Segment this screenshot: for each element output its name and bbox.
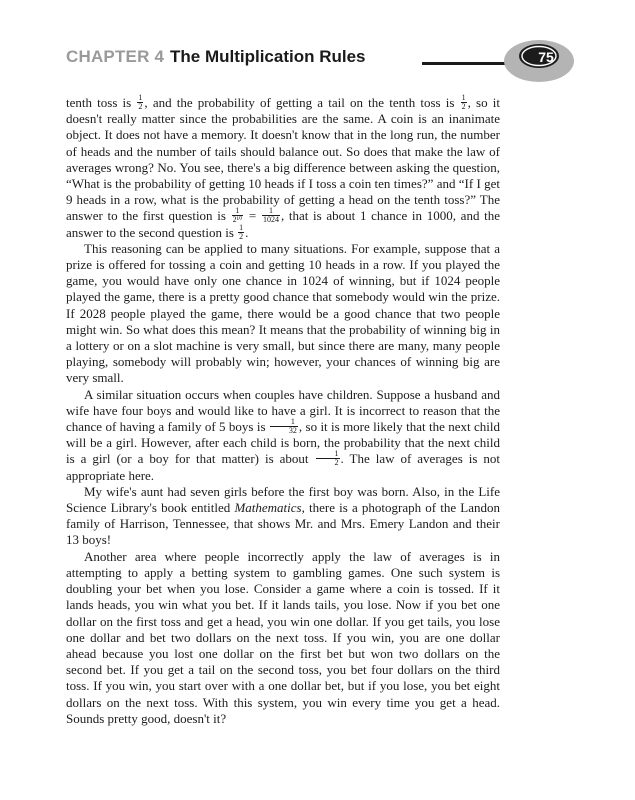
chapter-label: CHAPTER 4 — [66, 47, 165, 66]
fraction-one-half: $\frac{1}{2}$ — [316, 450, 340, 467]
paragraph-4: My wife's aunt had seven girls before the first boy was born. Also, in the Life Science Library's book entitled Mathematics, there is a photograph of the Landon family of Harrison, Tennessee, that shows Mr. and Mrs. Emery Landon and their 13 boys! — [66, 483, 501, 548]
page-header — [66, 44, 586, 84]
paragraph-2: This reasoning can be applied to many situations. For example, suppose that a prize is offered for tossing a coin and getting 10 heads in a row. If you played the game, you would have only one chance in 1024 of winning, but if 1024 people played the game, there is a pretty good chance that somebody would win the prize. If 2028 people played the game, there would be a good chance that two people might win. So what does this mean? It means that the probability of winning big in a lottery or on a slot machine is very small, but since there are many, many people playing, somebody will probably win; however, your chances of winning big are very small. — [66, 240, 500, 386]
book-title: Mathematics, — [234, 500, 305, 516]
fraction-one-over-1024: $\frac{1}{1024}$ — [262, 206, 279, 225]
fraction-one-over-2-to-10: $\frac{1}{\text{2¹⁰}}$ — [232, 206, 243, 225]
page-number: 75 — [538, 49, 554, 65]
paragraph-5: Another area where people incorrectly apply the law of averages is in attempting to apply a betting system to gambling games. One such system is doubling your bet when you lose. Consider a game where a coin is tossed. If it lands heads, you win what you bet. If it lands tails, you lose. Now if you bet one dollar on the first toss and get a head, you win one dollar. If you get tails, you lose one dollar and bet two dollars on the next toss. If you win, you are one dollar ahead because you lost one dollar on the first bet but won two dollars on the second bet. If you get a tail on the second toss, you bet four dollars on the third toss. If you win, you start over with a one dollar bet, but if you lose, you bet eight dollars on the next toss. With this system, you win every time you get a head. Sounds pretty good, doesn't it? — [66, 548, 500, 726]
chapter-title: The Multiplication Rules — [170, 47, 366, 66]
body-text — [66, 95, 500, 727]
paragraph-1: tenth toss is $\frac{1}{2}$ , and the probability of getting a tail on the tenth toss is $\frac{1}{2}$ , so it doesn't really matter since the probabilities are the same. A coin is an inanimate object. It does not have a memory. It doesn't know that in the long run, the number of heads and the number of tails should balance out. So does that make the law of averages wrong? No. You see, there's a big difference between asking the question, “What is the probability of getting 10 heads if I toss a coin ten times?” and “If I get 9 heads in a row, what is the probability of getting a head on the tenth toss?” The answer to the first question is $\frac{1}{\text{2¹⁰}}$ = $\frac{1}{1024}$ , that is about 1 chance in 1000, and the answer to the second question is $\frac{1}{2}$ . — [66, 93, 501, 241]
fraction-one-half: $\frac{1}{2}$ — [138, 93, 143, 112]
fraction-one-half: $\frac{1}{2}$ — [239, 222, 244, 241]
fraction-one-half: $\frac{1}{2}$ — [461, 93, 466, 112]
paragraph-3: A similar situation occurs when couples have children. Suppose a husband and wife have four boys and would like to have a girl. It is incorrect to reason that the chance of having a family of 5 boys is $\frac{1}{32}$ , so it is more likely that the next child will be a girl. However, after each child is born, the probability that the next child is a girl (or a boy for that matter) is about $\frac{1}{2}$ . The law of averages is not appropriate here. — [66, 386, 501, 483]
fraction-one-over-32: $\frac{1}{32}$ — [270, 418, 298, 435]
